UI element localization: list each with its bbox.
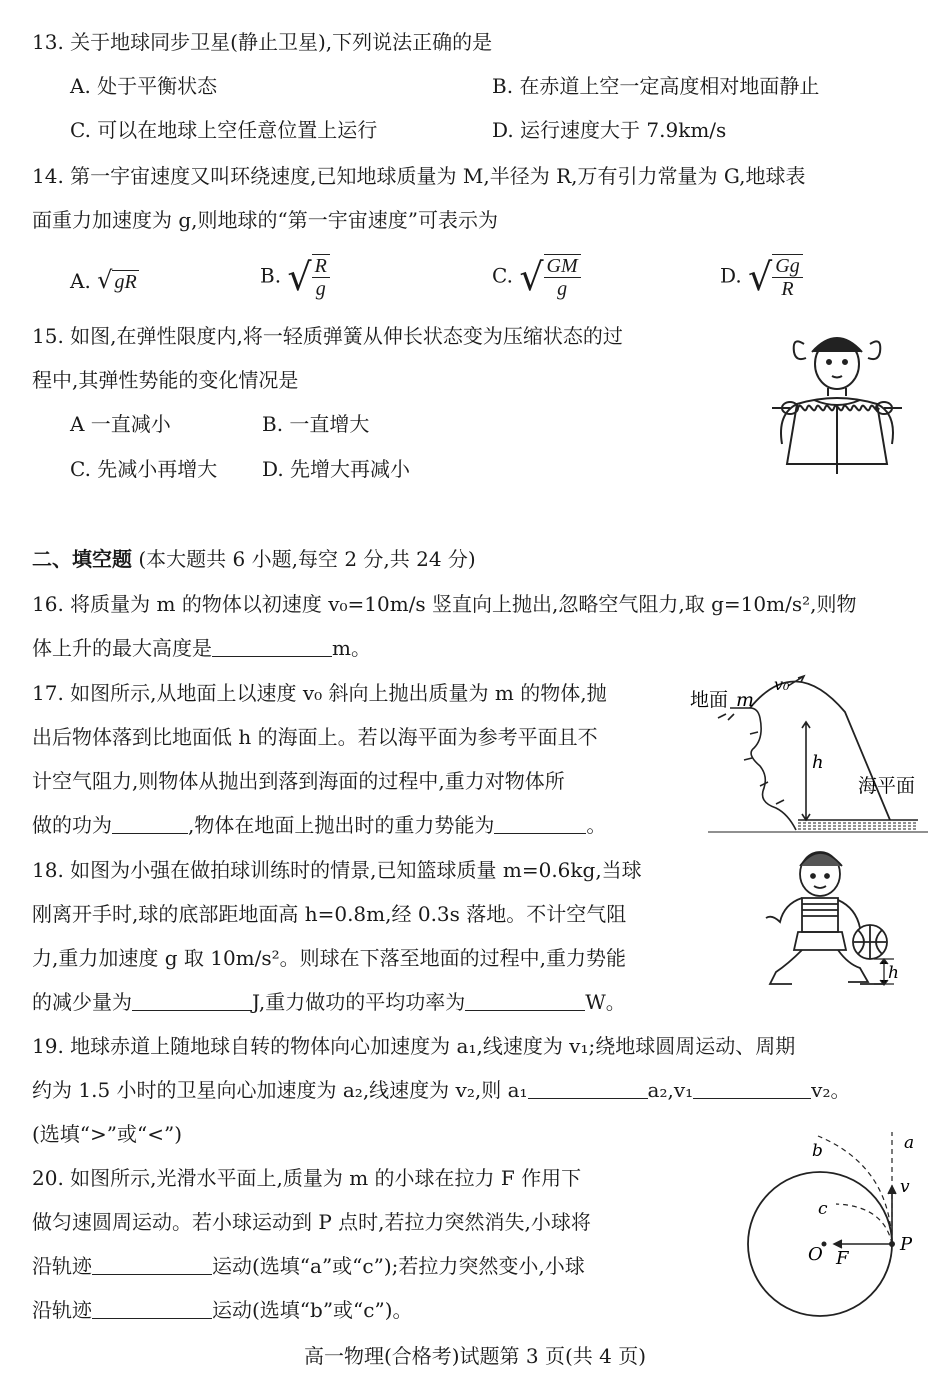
q20-fig-F: F	[836, 1248, 849, 1269]
q15-line2: 程中,其弹性势能的变化情况是	[32, 368, 299, 392]
cliff-projectile-figure	[688, 672, 928, 837]
q19-line2	[32, 1076, 850, 1104]
q20-fig-b: b	[812, 1141, 823, 1161]
section-2-title: 二、填空题	[32, 547, 132, 571]
q20-line4	[32, 1296, 413, 1324]
q17-line3: 计空气阻力,则物体从抛出到落到海面的过程中,重力对物体所	[32, 769, 565, 793]
q17-fig-m: m	[736, 689, 755, 711]
q16-line1: 16. 将质量为 m 的物体以初速度 v₀=10m/s 竖直向上抛出,忽略空气阻力,取 g=10m/s²,则物	[32, 592, 857, 616]
q17-answer-blank-1[interactable]	[112, 813, 188, 834]
q14-option-d-num: Gg	[772, 255, 802, 278]
q15-option-c: C. 先减小再增大	[70, 457, 218, 481]
q14-option-a-radicand: gR	[114, 271, 137, 293]
q20-line2: 做匀速圆周运动。若小球运动到 P 点时,若拉力突然消失,小球将	[32, 1210, 591, 1234]
q15-option-a: A 一直减小	[70, 412, 171, 436]
q14-line2: 面重力加速度为 g,则地球的“第一宇宙速度”可表示为	[32, 208, 498, 232]
q18-line1: 18. 如图为小强在做拍球训练时的情景,已知篮球质量 m=0.6kg,当球	[32, 858, 642, 882]
q18-line3: 力,重力加速度 g 取 10m/s²。则球在下落至地面的过程中,重力势能	[32, 946, 627, 970]
q19-text-a: 约为 1.5 小时的卫星向心加速度为 a₂,线速度为 v₂,则 a₁	[32, 1078, 528, 1102]
q20-fig-c: c	[818, 1199, 828, 1219]
q20-text-c: 沿轨迹	[32, 1298, 92, 1322]
q14-option-b-label: B.	[260, 263, 282, 288]
girl-spring-figure	[752, 322, 922, 477]
q13-option-d: D. 运行速度大于 7.9km/s	[492, 118, 727, 142]
q18-line4	[32, 988, 626, 1016]
q20-fig-P: P	[900, 1234, 913, 1255]
q14-option-a-label: A.	[70, 269, 91, 293]
q14-option-c-den: g	[557, 278, 568, 300]
q14-line1: 14. 第一宇宙速度又叫环绕速度,已知地球质量为 M,半径为 R,万有引力常量为 G,地球表	[32, 164, 806, 188]
q20-line1: 20. 如图所示,光滑水平面上,质量为 m 的小球在拉力 F 作用下	[32, 1166, 582, 1190]
q17-fig-sea: 海平面	[858, 775, 916, 797]
q17-text-b: ,物体在地面上抛出时的重力势能为	[188, 813, 495, 837]
q16-line2	[32, 634, 371, 662]
q17-line1: 17. 如图所示,从地面上以速度 v₀ 斜向上抛出质量为 m 的物体,抛	[32, 681, 607, 705]
q16-answer-blank[interactable]	[212, 636, 332, 657]
q13-stem: 13. 关于地球同步卫星(静止卫星),下列说法正确的是	[32, 30, 493, 54]
q14-option-b-num: R	[312, 255, 330, 278]
section-2-header	[32, 545, 476, 573]
q17-line4	[32, 811, 606, 839]
q17-text-c: 。	[586, 813, 607, 837]
q19-answer-blank-2[interactable]	[693, 1078, 811, 1099]
q19-text-b: a₂,v₁	[647, 1078, 694, 1102]
q18-text-c: W。	[585, 990, 626, 1014]
q14-option-c: C. √ $\frac{GM}{g}$	[492, 254, 581, 300]
page-footer: 高一物理(合格考)试题第 3 页(共 4 页)	[303, 1344, 647, 1368]
section-2-note: (本大题共 6 小题,每空 2 分,共 24 分)	[138, 547, 476, 571]
q14-option-c-label: C.	[492, 263, 513, 288]
q17-fig-v0: v₀	[774, 675, 790, 694]
q14-option-d-label: D.	[720, 263, 742, 288]
q14-option-b-den: g	[315, 278, 326, 300]
q14-option-d: D. √ $\frac{Gg}{R}$	[720, 254, 803, 300]
q19-line1: 19. 地球赤道上随地球自转的物体向心加速度为 a₁,线速度为 v₁;绕地球圆周运动、周期	[32, 1034, 796, 1058]
q14-option-c-num: GM	[544, 255, 581, 278]
q14-option-d-den: R	[781, 278, 794, 300]
q16-text: 体上升的最大高度是	[32, 636, 212, 660]
q18-answer-blank-1[interactable]	[132, 990, 252, 1011]
q13-option-c: C. 可以在地球上空任意位置上运行	[70, 118, 378, 142]
q20-text-a: 沿轨迹	[32, 1254, 92, 1278]
q18-text-b: J,重力做功的平均功率为	[252, 990, 466, 1014]
circular-motion-figure	[742, 1126, 932, 1321]
q13-option-b: B. 在赤道上空一定高度相对地面静止	[492, 74, 820, 98]
q17-text-a: 做的功为	[32, 813, 112, 837]
q14-option-a: A. √ gR	[70, 266, 137, 294]
q17-line2: 出后物体落到比地面低 h 的海面上。若以海平面为参考平面且不	[32, 725, 598, 749]
q20-fig-v: v	[900, 1177, 910, 1197]
q17-answer-blank-2[interactable]	[494, 813, 586, 834]
q15-option-b: B. 一直增大	[262, 412, 370, 436]
q18-answer-blank-2[interactable]	[465, 990, 585, 1011]
q14-option-b: B. √ $\frac{R}{g}$	[260, 254, 330, 300]
boy-basketball-figure	[750, 846, 910, 1001]
q20-text-d: 运动(选填“b”或“c”)。	[212, 1298, 413, 1322]
q19-line3: (选填“>”或“<”)	[32, 1122, 183, 1146]
q15-line1: 15. 如图,在弹性限度内,将一轻质弹簧从伸长状态变为压缩状态的过	[32, 324, 623, 348]
q13-option-a: A. 处于平衡状态	[70, 74, 218, 98]
q16-unit: m。	[332, 636, 371, 660]
q20-answer-blank-1[interactable]	[92, 1254, 212, 1275]
q15-option-d: D. 先增大再减小	[262, 457, 411, 481]
q20-answer-blank-2[interactable]	[92, 1298, 212, 1319]
q19-answer-blank-1[interactable]	[528, 1078, 648, 1099]
q20-fig-a: a	[904, 1133, 915, 1153]
q17-fig-ground: 地面	[690, 689, 729, 711]
q19-text-c: v₂。	[811, 1078, 851, 1102]
q18-fig-h: h	[888, 963, 899, 983]
q20-line3	[32, 1252, 585, 1280]
q20-text-b: 运动(选填“a”或“c”);若拉力突然变小,小球	[212, 1254, 585, 1278]
q17-fig-h: h	[812, 752, 824, 773]
q18-text-a: 的减少量为	[32, 990, 132, 1014]
q20-fig-O: O	[808, 1244, 823, 1265]
q18-line2: 刚离开手时,球的底部距地面高 h=0.8m,经 0.3s 落地。不计空气阻	[32, 902, 627, 926]
